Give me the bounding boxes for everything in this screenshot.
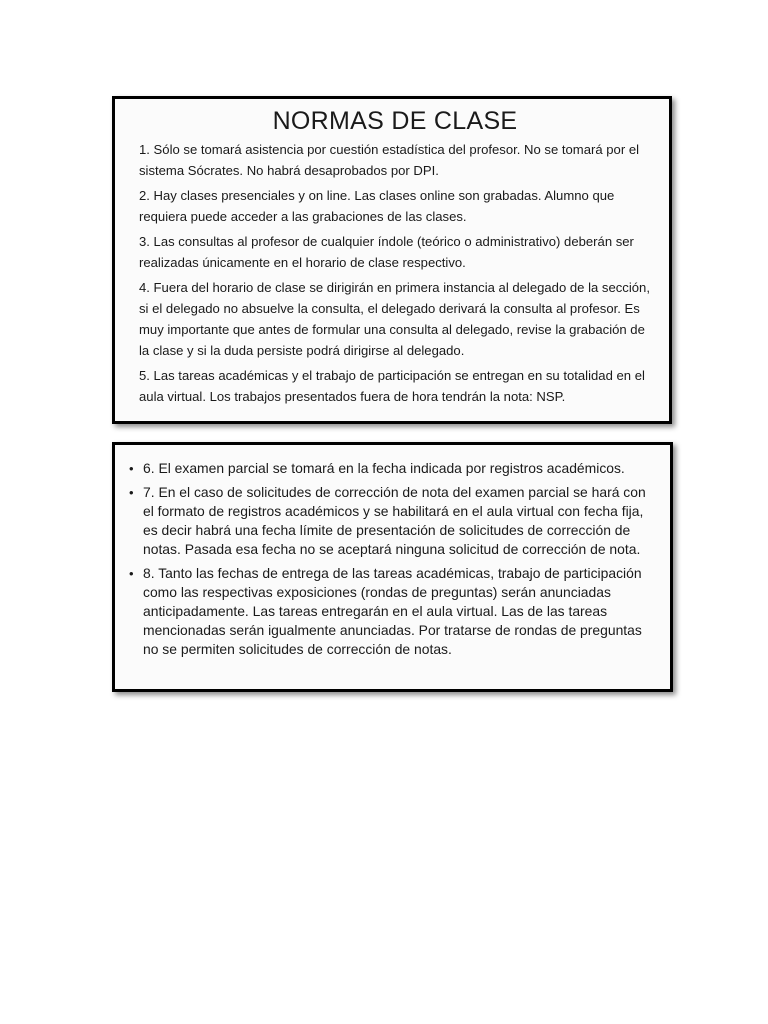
rules-box-1 — [112, 96, 672, 424]
rule-1: 1. Sólo se tomará asistencia por cuestión estadística del profesor. No se tomará por el sistema Sócrates. No habrá desaprobados por DPI. — [139, 142, 640, 178]
list-item — [129, 483, 656, 559]
bullet-icon: • — [129, 485, 134, 500]
list-item — [129, 564, 656, 659]
rule-3: 3. Las consultas al profesor de cualquier índole (teórico o administrativo) deberán ser realizadas únicamente en el horario de clase respectivo. — [139, 234, 634, 270]
rule-2: 2. Hay clases presenciales y on line. Las clases online son grabadas. Alumno que requiera puede acceder a las grabaciones de las clases. — [139, 188, 615, 224]
rule-8: 8. Tanto las fechas de entrega de las tareas académicas, trabajo de participación como las respectivas exposiciones (rondas de preguntas) serán anunciadas anticipadamente. Las tareas entregarán en el aula virtual. Las de las tareas mencionadas serán igualmente anunciadas. Por tratarse de rondas de preguntas no se permiten solicitudes de corrección de notas. — [143, 565, 642, 657]
rule-5: 5. Las tareas académicas y el trabajo de participación se entregan en su totalidad en el aula virtual. Los trabajos presentados fuera de hora tendrán la nota: NSP. — [139, 368, 645, 404]
list-item — [129, 459, 656, 478]
bullet-icon: • — [129, 461, 134, 476]
bullet-icon: • — [129, 566, 134, 581]
rule-6: 6. El examen parcial se tomará en la fecha indicada por registros académicos. — [143, 460, 625, 476]
rule-7: 7. En el caso de solicitudes de corrección de nota del examen parcial se hará con el formato de registros académicos y se habilitará en el aula virtual con fecha fija, es decir habrá una fecha límite de presentación de solicitudes de corrección de notas. Pasada esa fecha no se aceptará ninguna solicitud de corrección de nota. — [143, 484, 646, 557]
page-title: NORMAS DE CLASE — [272, 107, 518, 135]
bullet-list — [129, 459, 656, 659]
rule-4: 4. Fuera del horario de clase se dirigirán en primera instancia al delegado de la sección, si el delegado no absuelve la consulta, el delegado derivará la consulta al profesor. Es muy importante que antes de formular una consulta al delegado, revise la grabación de la clase y si la duda persiste podrá dirigirse al delegado. — [139, 280, 650, 358]
rules-box-2 — [112, 442, 673, 692]
